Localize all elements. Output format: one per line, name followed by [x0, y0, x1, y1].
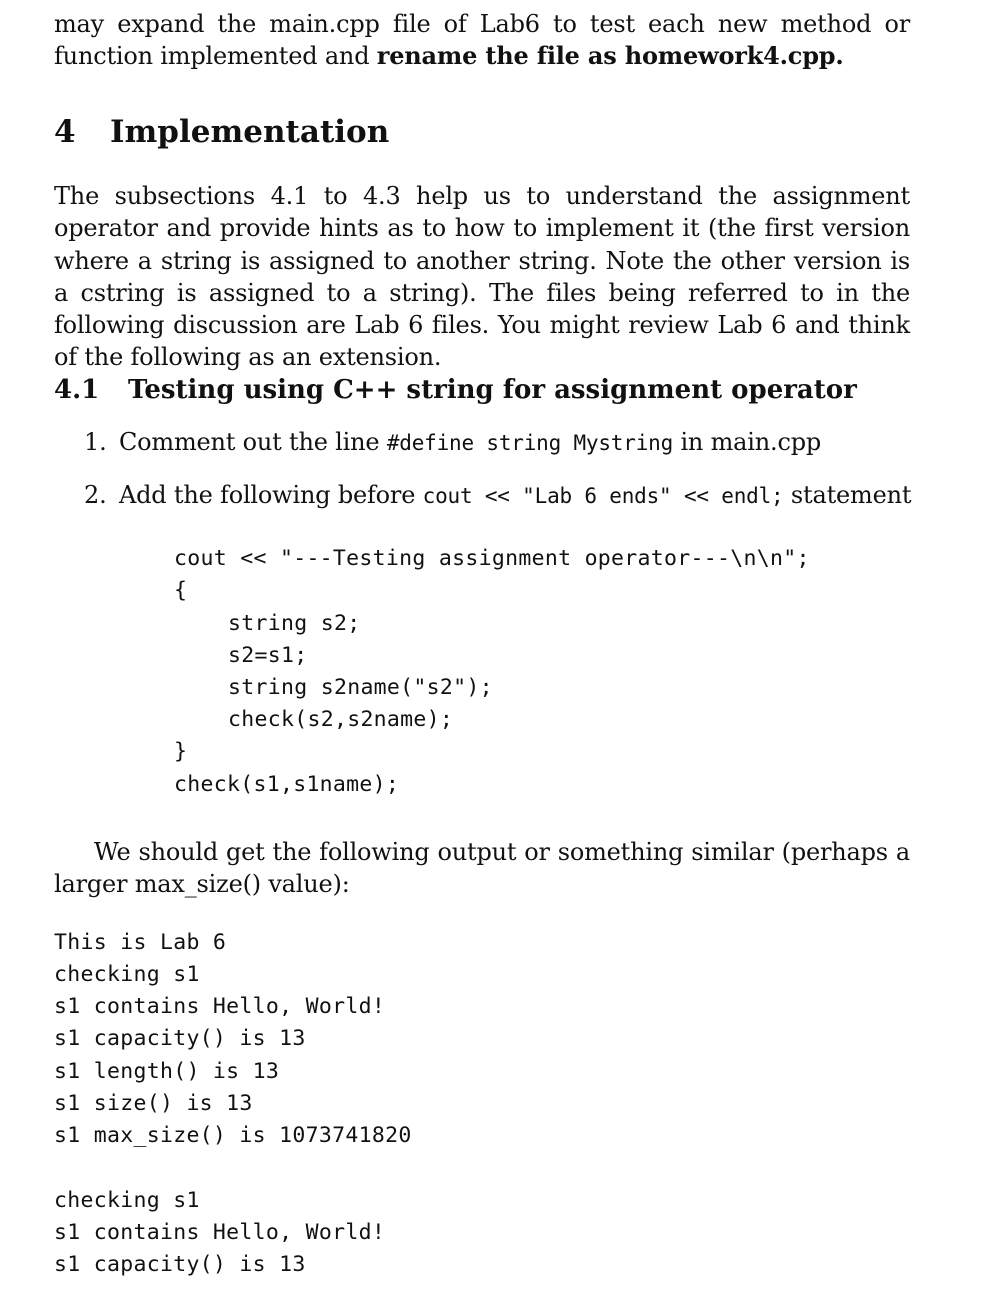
code-line: s2=s1;	[228, 643, 308, 668]
list-item	[84, 428, 821, 456]
code-line: check(s1,s1name);	[174, 772, 400, 797]
output-intro-paragraph	[54, 836, 910, 901]
output-line: s1 contains Hello, World!	[54, 994, 386, 1019]
code-line: }	[174, 739, 188, 764]
step-text: Comment out the line	[119, 428, 387, 456]
subsection-title: Testing using C++ string for assignment operator	[128, 375, 857, 405]
output-intro-text: We should get the following output or something similar (perhaps a larger max_size() value):	[54, 838, 910, 899]
code-line: string s2;	[228, 611, 361, 636]
code-line: cout << "---Testing assignment operator---\n\n";	[174, 546, 810, 571]
step-text: in main.cpp	[673, 428, 822, 456]
output-line: s1 capacity() is 13	[54, 1252, 306, 1277]
list-marker: 1.	[84, 428, 107, 456]
inline-code: cout << "Lab 6 ends" << endl;	[422, 484, 784, 508]
section-paragraph: The subsections 4.1 to 4.3 help us to understand the assignment operator and provide hints as to how to implement it (the first version where a string is assigned to another string. Note the other version is a cstring is assigned to a string). The files being referred to in the following discussion are Lab 6 files. You might review Lab 6 and think of the following as an extension.	[54, 182, 910, 372]
list-item	[84, 481, 911, 509]
subsection-heading	[54, 375, 857, 405]
output-line: checking s1	[54, 962, 200, 987]
output-line: checking s1	[54, 1188, 200, 1213]
inline-code: #define string Mystring	[386, 431, 674, 455]
code-line: string s2name("s2");	[228, 675, 493, 700]
step-text: Add the following before	[119, 481, 423, 509]
intro-bold-text: rename the file as homework4.cpp.	[376, 41, 844, 71]
output-line: s1 size() is 13	[54, 1091, 253, 1116]
intro-paragraph	[54, 8, 910, 73]
step-text: statement	[783, 481, 912, 509]
subsection-number: 4.1	[54, 375, 100, 405]
output-line: s1 contains Hello, World!	[54, 1220, 386, 1245]
intro-text: may expand the main.cpp file of Lab6 to test each new method or function implemented and	[54, 10, 910, 71]
code-line: {	[174, 578, 188, 603]
code-line: check(s2,s2name);	[228, 707, 454, 732]
output-line: This is Lab 6	[54, 930, 227, 955]
output-line: s1 max_size() is 1073741820	[54, 1123, 412, 1148]
section-number: 4	[54, 114, 76, 150]
output-line: s1 length() is 13	[54, 1059, 280, 1084]
list-marker: 2.	[84, 481, 107, 509]
section-heading	[54, 114, 389, 150]
section-title: Implementation	[110, 114, 390, 150]
output-line: s1 capacity() is 13	[54, 1026, 306, 1051]
